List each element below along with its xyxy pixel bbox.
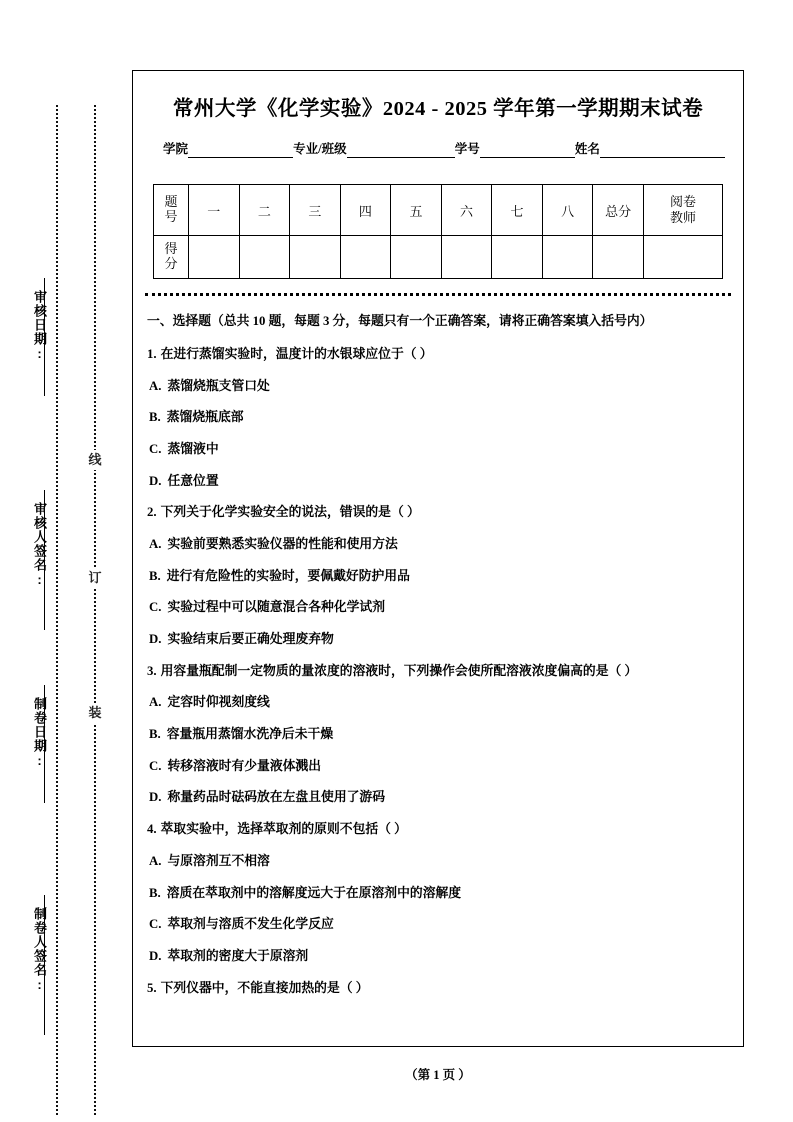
- question-1: [147, 345, 729, 364]
- score-cell-8[interactable]: [542, 236, 593, 279]
- col-header-total: 总分: [593, 185, 644, 236]
- question-4-option-b[interactable]: [147, 884, 729, 903]
- col-header-1: 一: [189, 185, 240, 236]
- major-class-input[interactable]: [347, 143, 455, 158]
- question-body: [147, 312, 729, 998]
- question-3-option-a[interactable]: [147, 693, 729, 712]
- score-cell-6[interactable]: [441, 236, 492, 279]
- col-header-8: 八: [542, 185, 593, 236]
- q3-opt-a-letter: A.: [149, 695, 162, 710]
- question-2-option-d[interactable]: [147, 630, 729, 649]
- q1-opt-b-text: 蒸馏烧瓶底部: [166, 410, 244, 425]
- binding-word-pack: 装: [86, 703, 104, 723]
- reviewer-signature-label: 审核人签名:: [32, 502, 47, 588]
- score-char2: 分: [164, 256, 178, 271]
- student-identity-row: [163, 139, 725, 158]
- question-3: [147, 662, 729, 681]
- question-3-option-b[interactable]: [147, 725, 729, 744]
- question-3-option-d[interactable]: [147, 788, 729, 807]
- question-3-option-c[interactable]: [147, 757, 729, 776]
- q2-opt-b-text: 进行有危险性的实验时，要佩戴好防护用品: [166, 568, 410, 583]
- q4-opt-a-letter: A.: [149, 853, 162, 868]
- question-4-option-d[interactable]: [147, 947, 729, 966]
- q1-opt-d-text: 任意位置: [167, 473, 219, 488]
- question-4: [147, 820, 729, 839]
- question-2-text: 下列关于化学实验安全的说法，错误的是（ ）: [160, 505, 420, 520]
- binding-dotted-line-inner: [94, 105, 96, 1115]
- q2-opt-d-text: 实验结束后要正确处理废弃物: [167, 632, 334, 647]
- teacher-header-line2: 教师: [669, 210, 696, 225]
- q2-opt-d-letter: D.: [149, 632, 162, 647]
- binding-word-line: 线: [86, 450, 104, 470]
- q4-opt-c-letter: C.: [149, 917, 162, 932]
- question-5-number: 5.: [147, 980, 157, 995]
- q3-opt-c-text: 转移溶液时有少量液体溅出: [167, 758, 322, 773]
- question-2-option-a[interactable]: [147, 535, 729, 554]
- question-1-text: 在进行蒸馏实验时，温度计的水银球应位于（ ）: [160, 346, 433, 361]
- question-3-number: 3.: [147, 663, 157, 678]
- section-heading: 一、选择题（总共 10 题，每题 3 分，每题只有一个正确答案，请将正确答案填入括号内）: [147, 314, 653, 328]
- name-label: 姓名: [574, 142, 600, 156]
- q1-opt-d-letter: D.: [149, 473, 162, 488]
- question-1-option-a[interactable]: [147, 377, 729, 396]
- question-1-option-c[interactable]: [147, 440, 729, 459]
- q1-opt-c-letter: C.: [149, 441, 162, 456]
- student-id-input[interactable]: [480, 143, 575, 158]
- q4-opt-d-letter: D.: [149, 948, 162, 963]
- college-label: 学院: [163, 142, 189, 156]
- q4-opt-c-text: 萃取剂与溶质不发生化学反应: [167, 917, 334, 932]
- score-char1: 得: [164, 241, 178, 257]
- q3-opt-b-text: 容量瓶用蒸馏水洗净后未干燥: [166, 727, 334, 742]
- question-4-text: 萃取实验中，选择萃取剂的原则不包括（ ）: [160, 822, 407, 837]
- question-1-number: 1.: [147, 346, 157, 361]
- question-2-option-b[interactable]: [147, 567, 729, 586]
- question-5: [147, 979, 729, 998]
- col-header-7: 七: [492, 185, 543, 236]
- major-class-label: 专业/班级: [293, 142, 347, 156]
- score-table: [153, 184, 723, 279]
- q1-opt-a-text: 蒸馏烧瓶支管口处: [167, 378, 270, 393]
- question-4-option-c[interactable]: [147, 915, 729, 934]
- q4-opt-d-text: 萃取剂的密度大于原溶剂: [167, 948, 309, 963]
- q3-opt-d-text: 称量药品时砝码放在左盘且使用了游码: [167, 790, 385, 805]
- q2-opt-b-letter: B.: [149, 568, 161, 583]
- q1-opt-c-text: 蒸馏液中: [167, 441, 219, 456]
- q2-opt-c-text: 实验过程中可以随意混合各种化学试剂: [167, 600, 385, 615]
- page-title: 常州大学《化学实验》2024 - 2025 学年第一学期期末试卷: [172, 98, 704, 120]
- score-cell-7[interactable]: [492, 236, 543, 279]
- q2-opt-a-letter: A.: [149, 536, 162, 551]
- question-3-text: 用容量瓶配制一定物质的量浓度的溶液时，下列操作会使所配溶液浓度偏高的是（ ）: [160, 663, 638, 678]
- question-number-header: [154, 185, 189, 236]
- score-cell-2[interactable]: [239, 236, 290, 279]
- review-date-label: 审核日期:: [32, 290, 47, 362]
- q3-opt-b-letter: B.: [149, 727, 161, 742]
- grading-teacher-cell[interactable]: [644, 236, 723, 279]
- question-1-option-b[interactable]: [147, 408, 729, 427]
- binding-word-bind: 订: [86, 568, 104, 588]
- score-cell-4[interactable]: [340, 236, 391, 279]
- score-table-wrapper: [153, 184, 723, 279]
- student-id-label: 学号: [454, 142, 480, 156]
- col-header-2: 二: [239, 185, 290, 236]
- q3-opt-d-letter: D.: [149, 790, 162, 805]
- q2-opt-c-letter: C.: [149, 600, 162, 615]
- binding-dotted-line-outer: [56, 105, 58, 1115]
- question-2-number: 2.: [147, 505, 157, 520]
- q2-opt-a-text: 实验前要熟悉实验仪器的性能和使用方法: [167, 536, 398, 551]
- dotted-separator: [145, 293, 731, 296]
- exam-sheet: [132, 70, 744, 1047]
- college-input[interactable]: [188, 143, 293, 158]
- q1-opt-b-letter: B.: [149, 410, 161, 425]
- question-5-text: 下列仪器中，不能直接加热的是（ ）: [160, 980, 369, 995]
- question-1-option-d[interactable]: [147, 472, 729, 491]
- q4-opt-b-text: 溶质在萃取剂中的溶解度远大于在原溶剂中的溶解度: [166, 885, 462, 900]
- question-2: [147, 503, 729, 522]
- col-header-6: 六: [441, 185, 492, 236]
- q3-opt-a-text: 定容时仰视刻度线: [167, 695, 270, 710]
- page-footer: （第 1 页 ）: [405, 1068, 471, 1082]
- name-input[interactable]: [600, 143, 725, 158]
- paper-date-label: 制卷日期:: [32, 697, 47, 769]
- q3-opt-c-letter: C.: [149, 758, 162, 773]
- score-cell-5[interactable]: [391, 236, 442, 279]
- question-4-option-a[interactable]: [147, 852, 729, 871]
- grading-teacher-header: [644, 185, 723, 236]
- col-header-4: 四: [340, 185, 391, 236]
- paper-maker-signature-label: 制卷人签名:: [32, 907, 47, 993]
- table-row-scores: [154, 236, 723, 279]
- table-row-question-numbers: [154, 185, 723, 236]
- score-cell-3[interactable]: [290, 236, 341, 279]
- question-2-option-c[interactable]: [147, 598, 729, 617]
- qnum-char2: 号: [164, 209, 178, 224]
- binding-margin: [0, 0, 130, 1122]
- score-cell-1[interactable]: [189, 236, 240, 279]
- q1-opt-a-letter: A.: [149, 378, 162, 393]
- q4-opt-a-text: 与原溶剂互不相溶: [167, 853, 270, 868]
- col-header-5: 五: [391, 185, 442, 236]
- qnum-char1: 题: [164, 194, 178, 210]
- score-row-header: [154, 236, 189, 279]
- score-cell-total[interactable]: [593, 236, 644, 279]
- q4-opt-b-letter: B.: [149, 885, 161, 900]
- teacher-header-line1: 阅卷: [669, 194, 696, 210]
- col-header-3: 三: [290, 185, 341, 236]
- question-4-number: 4.: [147, 822, 157, 837]
